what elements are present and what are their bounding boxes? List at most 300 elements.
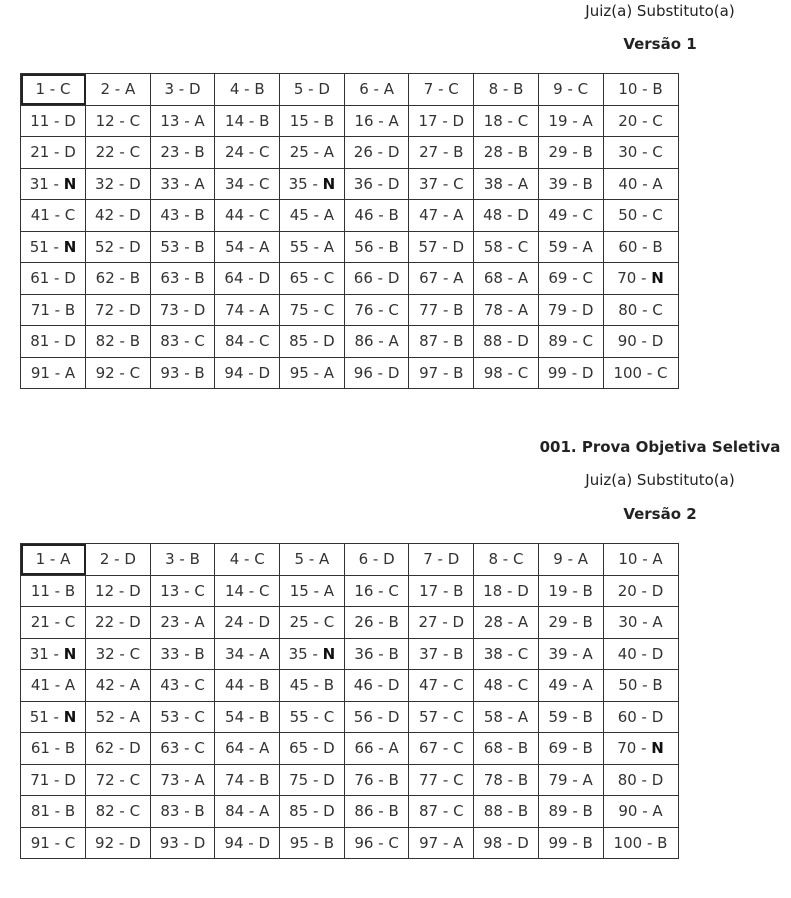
answer-letter: A (323, 143, 335, 162)
answer-row (21, 168, 679, 200)
answer-cell (603, 575, 678, 607)
answer-letter: A (60, 550, 71, 569)
answer-letter: A (582, 676, 593, 695)
question-number: 1 - (35, 550, 61, 569)
question-number: 78 - (483, 770, 518, 789)
answer-cell (603, 544, 678, 576)
question-number: 43 - (160, 206, 195, 225)
answer-letter: D (581, 363, 594, 382)
answer-cell (474, 575, 539, 607)
question-number: 94 - (224, 833, 259, 852)
answer-letter: C (323, 613, 335, 632)
answer-letter: B (129, 269, 141, 288)
question-number: 59 - (548, 707, 583, 726)
answer-cell (215, 544, 280, 576)
question-number: 30 - (618, 143, 653, 162)
answer-cell (150, 670, 215, 702)
answer-cell (280, 827, 345, 859)
answer-cell (150, 575, 215, 607)
answer-cell (603, 670, 678, 702)
answer-cell (538, 105, 603, 137)
question-number: 49 - (548, 676, 583, 695)
answer-letter: A (517, 613, 529, 632)
answer-letter: D (258, 269, 271, 288)
answer-cell (409, 168, 474, 200)
question-number: 61 - (30, 739, 65, 758)
question-number: 8 - (488, 550, 513, 569)
answer-letter: B (652, 237, 663, 256)
answer-cell (21, 607, 86, 639)
answer-cell (409, 607, 474, 639)
question-number: 5 - (294, 550, 320, 569)
answer-cell (409, 74, 474, 106)
answer-letter: B (388, 613, 399, 632)
answer-cell (150, 638, 215, 670)
answer-letter: D (517, 833, 529, 852)
answer-cell (474, 74, 539, 106)
question-number: 9 - (553, 550, 578, 569)
answer-letter: D (64, 269, 76, 288)
answer-letter: B (388, 770, 399, 789)
answer-letter: D (323, 770, 335, 789)
answer-cell (344, 263, 409, 295)
question-number: 93 - (160, 363, 195, 382)
answer-cell (409, 200, 474, 232)
answer-cell (150, 764, 215, 796)
answer-cell (150, 544, 215, 576)
answer-cell (150, 326, 215, 358)
answer-letter: B (259, 676, 270, 695)
answer-letter: B (194, 363, 205, 382)
question-number: 100 - (613, 833, 658, 852)
answer-row (21, 796, 679, 828)
answer-cell (538, 796, 603, 828)
answer-cell (409, 357, 474, 389)
answer-cell (344, 670, 409, 702)
question-number: 76 - (354, 300, 389, 319)
answer-letter: D (64, 770, 76, 789)
answer-row (21, 638, 679, 670)
answer-letter: A (582, 237, 593, 256)
question-number: 13 - (160, 581, 195, 600)
answer-cell (344, 168, 409, 200)
question-number: 56 - (354, 237, 389, 256)
question-number: 92 - (95, 363, 130, 382)
answer-letter: B (323, 833, 335, 852)
answer-letter: D (258, 613, 271, 632)
answer-cell (409, 575, 474, 607)
answer-letter: B (259, 770, 270, 789)
answer-cell (474, 638, 539, 670)
answer-letter: C (194, 332, 205, 351)
answer-cell (215, 263, 280, 295)
question-number: 15 - (289, 581, 324, 600)
answer-letter: A (582, 770, 593, 789)
answer-cell (474, 733, 539, 765)
question-number: 83 - (160, 802, 195, 821)
answer-letter: A (194, 770, 205, 789)
answer-letter: D (387, 143, 400, 162)
answer-letter: D (651, 332, 664, 351)
answer-cell (538, 231, 603, 263)
answer-letter: B (582, 581, 593, 600)
answer-cell (538, 357, 603, 389)
answer-cell (603, 200, 678, 232)
question-number: 47 - (419, 676, 454, 695)
answer-letter: C (582, 269, 593, 288)
answer-cell (280, 733, 345, 765)
answer-cell (215, 105, 280, 137)
answer-cell (409, 544, 474, 576)
answer-letter: B (194, 237, 205, 256)
question-number: 91 - (30, 363, 65, 382)
answer-letter: B (517, 739, 529, 758)
question-number: 96 - (353, 363, 388, 382)
answer-cell (344, 74, 409, 106)
answer-cell (21, 796, 86, 828)
answer-letter: B (323, 111, 335, 130)
question-number: 17 - (418, 111, 453, 130)
answer-letter: B (194, 269, 205, 288)
question-number: 60 - (617, 707, 652, 726)
answer-cell (538, 827, 603, 859)
answer-cell (21, 326, 86, 358)
answer-cell (150, 733, 215, 765)
answer-cell (344, 544, 409, 576)
answer-cell (21, 137, 86, 169)
question-number: 14 - (224, 581, 259, 600)
question-number: 73 - (159, 300, 194, 319)
question-number: 68 - (483, 739, 518, 758)
question-number: 57 - (419, 707, 454, 726)
question-number: 90 - (617, 332, 652, 351)
answer-letter: D (651, 770, 664, 789)
answer-letter: B (582, 613, 593, 632)
answer-letter: N (322, 174, 336, 193)
answer-cell (21, 200, 86, 232)
answer-cell (215, 200, 280, 232)
answer-cell (474, 357, 539, 389)
answer-cell (409, 827, 474, 859)
answer-letter: D (383, 550, 395, 569)
answer-letter: B (64, 802, 76, 821)
question-number: 70 - (617, 739, 652, 758)
question-number: 23 - (160, 613, 195, 632)
answer-cell (409, 231, 474, 263)
question-number: 94 - (224, 363, 259, 382)
answer-cell (474, 200, 539, 232)
answer-letter: D (129, 739, 141, 758)
answer-cell (538, 607, 603, 639)
question-number: 66 - (353, 269, 388, 288)
question-number: 86 - (354, 332, 389, 351)
answer-row (21, 733, 679, 765)
answer-letter: B (194, 644, 205, 663)
answer-letter: N (651, 739, 664, 758)
answer-letter: C (194, 707, 205, 726)
role-label-v2: Juiz(a) Substituto(a) (585, 471, 735, 489)
answer-letter: B (64, 581, 76, 600)
answer-cell (409, 733, 474, 765)
answer-row (21, 701, 679, 733)
question-number: 70 - (617, 269, 652, 288)
answer-cell (86, 701, 151, 733)
answer-cell (150, 796, 215, 828)
answer-letter: A (577, 550, 589, 569)
answer-cell (86, 231, 151, 263)
answer-cell (21, 827, 86, 859)
question-number: 45 - (289, 206, 324, 225)
answer-letter: D (517, 206, 529, 225)
question-number: 35 - (288, 174, 323, 193)
answer-cell (603, 796, 678, 828)
answer-cell (21, 764, 86, 796)
answer-letter: B (323, 676, 335, 695)
answer-letter: A (259, 802, 270, 821)
answer-cell (538, 326, 603, 358)
question-number: 72 - (95, 300, 130, 319)
question-number: 29 - (548, 613, 583, 632)
answer-letter: C (259, 174, 270, 193)
question-number: 78 - (483, 300, 518, 319)
question-number: 44 - (225, 676, 260, 695)
answer-letter: B (582, 707, 593, 726)
answer-cell (86, 168, 151, 200)
answer-cell (409, 764, 474, 796)
answer-cell (344, 326, 409, 358)
answer-cell (409, 294, 474, 326)
answer-cell (280, 105, 345, 137)
answer-letter: B (129, 332, 141, 351)
answer-letter: D (581, 300, 594, 319)
answer-letter: A (124, 80, 136, 99)
answer-cell (86, 263, 151, 295)
question-number: 67 - (419, 269, 454, 288)
question-number: 50 - (618, 206, 653, 225)
answer-cell (86, 764, 151, 796)
question-number: 61 - (30, 269, 65, 288)
question-number: 40 - (617, 644, 652, 663)
answer-cell (280, 263, 345, 295)
answer-letter: D (323, 802, 335, 821)
answer-cell (280, 74, 345, 106)
question-number: 51 - (29, 237, 64, 256)
question-number: 87 - (419, 332, 454, 351)
answer-letter: C (517, 111, 529, 130)
answer-letter: C (517, 676, 529, 695)
answer-cell (474, 827, 539, 859)
question-number: 69 - (548, 739, 583, 758)
answer-cell (150, 263, 215, 295)
answer-letter: B (582, 739, 593, 758)
role-label-v1: Juiz(a) Substituto(a) (585, 2, 735, 20)
answer-cell (344, 200, 409, 232)
answer-row (21, 200, 679, 232)
answer-letter: B (652, 80, 663, 99)
answer-cell (603, 357, 678, 389)
answer-letter: D (129, 581, 141, 600)
answer-cell (474, 607, 539, 639)
answer-letter: A (259, 739, 270, 758)
answer-grid-v2 (20, 543, 679, 859)
answer-letter: A (652, 802, 663, 821)
question-number: 75 - (289, 300, 324, 319)
question-number: 38 - (483, 174, 518, 193)
question-number: 9 - (553, 80, 578, 99)
question-number: 84 - (224, 332, 259, 351)
answer-letter: C (129, 363, 141, 382)
question-number: 64 - (224, 269, 259, 288)
question-number: 8 - (488, 80, 514, 99)
question-number: 39 - (548, 644, 583, 663)
question-number: 97 - (419, 363, 454, 382)
question-number: 71 - (30, 770, 65, 789)
question-number: 20 - (617, 581, 652, 600)
answer-cell (150, 607, 215, 639)
answer-letter: C (582, 332, 593, 351)
answer-row (21, 827, 679, 859)
question-number: 81 - (30, 332, 65, 351)
answer-cell (215, 168, 280, 200)
answer-letter: C (64, 613, 76, 632)
answer-letter: A (323, 237, 335, 256)
answer-letter: B (582, 802, 593, 821)
answer-letter: C (582, 206, 593, 225)
answer-letter: C (453, 707, 464, 726)
answer-letter: B (453, 644, 464, 663)
question-number: 26 - (354, 613, 389, 632)
question-number: 7 - (423, 550, 448, 569)
question-number: 29 - (548, 143, 583, 162)
question-number: 62 - (95, 739, 130, 758)
answer-cell (280, 701, 345, 733)
question-number: 76 - (354, 770, 389, 789)
answer-cell (538, 733, 603, 765)
answer-cell (603, 168, 678, 200)
answer-letter: B (517, 143, 529, 162)
answer-letter: B (513, 80, 524, 99)
answer-letter: B (657, 833, 668, 852)
answer-row (21, 74, 679, 106)
question-number: 82 - (95, 332, 130, 351)
answer-cell (344, 231, 409, 263)
question-number: 65 - (289, 269, 324, 288)
answer-cell (21, 105, 86, 137)
question-number: 57 - (418, 237, 453, 256)
answer-cell (280, 326, 345, 358)
answer-letter: D (124, 550, 136, 569)
question-number: 33 - (160, 644, 195, 663)
answer-letter: C (453, 174, 464, 193)
answer-cell (86, 294, 151, 326)
answer-cell (409, 796, 474, 828)
answer-letter: A (259, 300, 270, 319)
answer-letter: A (582, 644, 593, 663)
question-number: 40 - (618, 174, 653, 193)
answer-row (21, 764, 679, 796)
answer-cell (86, 733, 151, 765)
answer-cell (280, 137, 345, 169)
question-number: 18 - (483, 111, 518, 130)
question-number: 54 - (225, 707, 260, 726)
answer-letter: N (63, 644, 77, 663)
question-number: 46 - (354, 206, 389, 225)
question-number: 3 - (165, 550, 190, 569)
version-label-v2: Versão 2 (623, 505, 697, 523)
question-number: 85 - (289, 332, 324, 351)
answer-letter: N (63, 707, 77, 726)
question-number: 36 - (354, 644, 389, 663)
answer-cell (344, 827, 409, 859)
answer-cell (344, 733, 409, 765)
answer-letter: B (254, 80, 265, 99)
answer-cell (344, 607, 409, 639)
answer-row (21, 575, 679, 607)
answer-letter: C (254, 550, 265, 569)
answer-cell (21, 168, 86, 200)
question-number: 43 - (160, 676, 195, 695)
answer-cell (344, 137, 409, 169)
answer-cell (280, 607, 345, 639)
answer-cell (215, 764, 280, 796)
answer-row (21, 670, 679, 702)
question-number: 91 - (30, 833, 65, 852)
answer-cell (603, 74, 678, 106)
answer-letter: C (388, 300, 399, 319)
answer-letter: A (453, 833, 464, 852)
answer-letter: D (387, 676, 400, 695)
answer-row (21, 544, 679, 576)
question-number: 48 - (483, 676, 518, 695)
answer-letter: C (512, 550, 524, 569)
question-number: 50 - (618, 676, 653, 695)
question-number: 86 - (354, 802, 389, 821)
question-number: 11 - (30, 581, 65, 600)
question-number: 54 - (225, 237, 260, 256)
answer-cell (86, 137, 151, 169)
answer-cell (215, 357, 280, 389)
question-number: 34 - (224, 174, 259, 193)
answer-letter: D (129, 174, 141, 193)
answer-letter: D (651, 644, 664, 663)
answer-letter: C (259, 206, 270, 225)
answer-cell (215, 701, 280, 733)
answer-letter: C (129, 802, 141, 821)
answer-letter: D (517, 581, 529, 600)
answer-row (21, 105, 679, 137)
question-number: 47 - (419, 206, 454, 225)
question-number: 73 - (160, 770, 195, 789)
answer-letter: A (64, 676, 76, 695)
answer-letter: A (259, 237, 270, 256)
answer-cell (21, 231, 86, 263)
answer-letter: C (657, 363, 668, 382)
answer-cell (215, 796, 280, 828)
answer-letter: A (194, 174, 205, 193)
answer-row (21, 137, 679, 169)
question-number: 99 - (547, 363, 582, 382)
answer-letter: C (194, 739, 205, 758)
answer-letter: B (388, 644, 399, 663)
answer-letter: C (453, 739, 464, 758)
answer-letter: A (259, 644, 270, 663)
question-number: 3 - (164, 80, 189, 99)
question-number: 48 - (483, 206, 518, 225)
question-number: 65 - (289, 739, 324, 758)
answer-cell (344, 764, 409, 796)
question-number: 37 - (419, 644, 454, 663)
answer-letter: B (259, 707, 270, 726)
